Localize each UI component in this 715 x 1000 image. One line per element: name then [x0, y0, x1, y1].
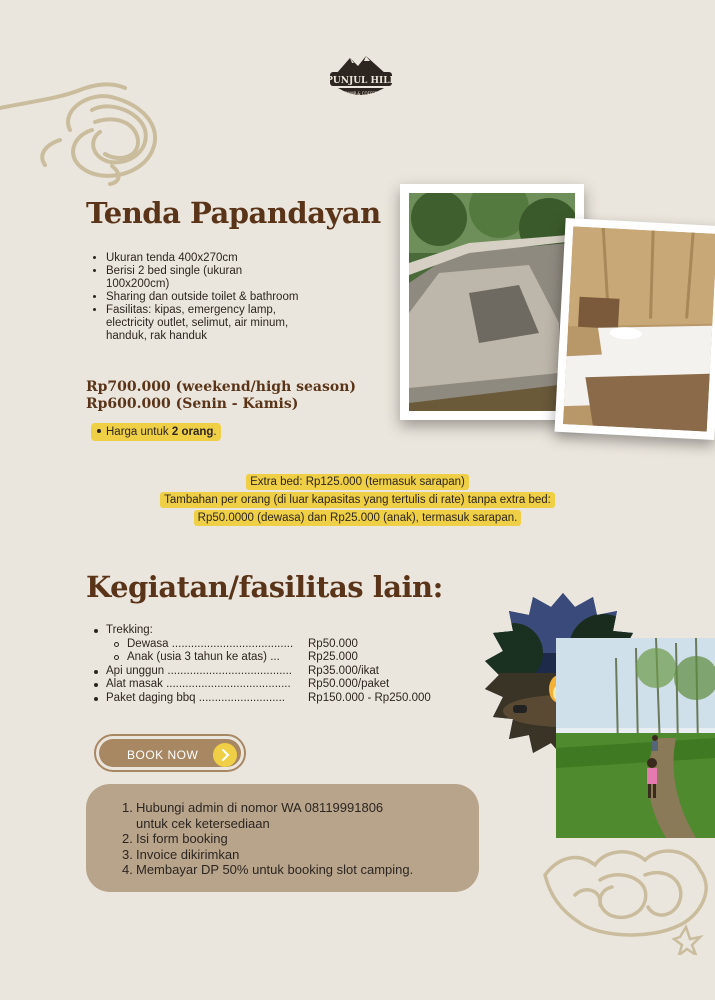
step-text: untuk cek ketersediaan: [136, 815, 270, 831]
price-weekday: Rp600.000 (Senin - Kamis): [86, 396, 299, 412]
feature-item: • Sharing dan outside toilet & bathroom: [106, 291, 300, 304]
activity-label: Alat masak .......................................: [106, 678, 291, 690]
price-note: [91, 423, 221, 441]
activity-label: Paket daging bbq ...........................: [106, 691, 285, 704]
tent-interior-photo: [555, 218, 715, 440]
list-item: [90, 692, 470, 706]
list-item: [90, 665, 470, 679]
feature-item: • Ukuran tenda 400x270cm: [106, 252, 300, 265]
booking-steps: [86, 784, 479, 892]
scribble-decoration-bottom-right: [540, 835, 715, 955]
step-number: 3.: [122, 846, 133, 862]
trekking-label: Trekking:: [106, 624, 153, 636]
step-text: Hubungi admin di nomor WA 08119991806: [136, 800, 384, 815]
step-text: Membayar DP 50% untuk booking slot camping.: [136, 862, 414, 877]
price-weekend: Rp700.000 (weekend/high season): [86, 379, 357, 395]
feature-item: • Fasilitas: kipas, emergency lamp, electricity outlet, selimut, air minum, handuk, rak handuk: [106, 304, 300, 343]
activity-price: Rp50.000: [308, 637, 358, 650]
rice-field-photo: [556, 638, 715, 838]
step-text: Isi form booking: [136, 831, 228, 846]
activity-price: Rp35.000/ikat: [308, 664, 379, 677]
list-item: [122, 800, 413, 816]
punjul-hill-logo: [328, 50, 394, 102]
step-number: 2.: [122, 831, 133, 846]
price-note-suffix: .: [213, 426, 217, 438]
activity-price: Rp25.000: [308, 651, 358, 663]
activity-label: Anak (usia 3 tahun ke atas) ...: [127, 651, 280, 663]
activities-title: Kegiatan/fasilitas lain:: [86, 570, 443, 604]
activities-list: [90, 624, 470, 705]
logo-text: PUNJUL HILL: [328, 76, 394, 86]
book-now-label: BOOK NOW: [127, 748, 199, 762]
activity-price: Rp50.000/paket: [308, 678, 390, 690]
extra-price-text: Rp50.0000 (dewasa) dan Rp25.000 (anak), termasuk sarapan.: [194, 510, 522, 526]
book-now-button[interactable]: [94, 734, 246, 772]
step-number: 1.: [122, 800, 133, 815]
extra-bed-text: Extra bed: Rp125.000 (termasuk sarapan): [246, 474, 469, 490]
activity-label: Api unggun .......................................: [106, 664, 292, 677]
tent-title: Tenda Papandayan: [86, 196, 381, 230]
extra-info: [0, 472, 715, 526]
list-item: [122, 831, 413, 847]
list-item: [122, 862, 414, 878]
extra-person-text: Tambahan per orang (di luar kapasitas yang tertulis di rate) tanpa extra bed:: [160, 492, 555, 508]
chevron-right-icon: [213, 743, 237, 767]
list-item: [90, 678, 470, 692]
price-note-text: Harga untuk: [106, 426, 172, 438]
list-item: [90, 651, 470, 665]
price-note-bold: 2 orang: [171, 426, 214, 438]
tent-feature-list: [90, 252, 300, 343]
step-text: Invoice dikirimkan: [136, 846, 240, 862]
step-number: 4.: [122, 862, 133, 877]
list-item: [136, 816, 413, 832]
list-item: [90, 624, 470, 638]
scribble-decoration-top-left: [0, 70, 180, 190]
activity-price: Rp150.000 - Rp250.000: [308, 691, 431, 704]
logo-subtext: CAMP & COFFEE: [344, 91, 378, 96]
list-item: [90, 638, 470, 652]
feature-item: • Berisi 2 bed single (ukuran 100x200cm): [106, 265, 300, 291]
list-item: [122, 846, 413, 863]
activity-label: Dewasa ......................................: [127, 637, 294, 650]
